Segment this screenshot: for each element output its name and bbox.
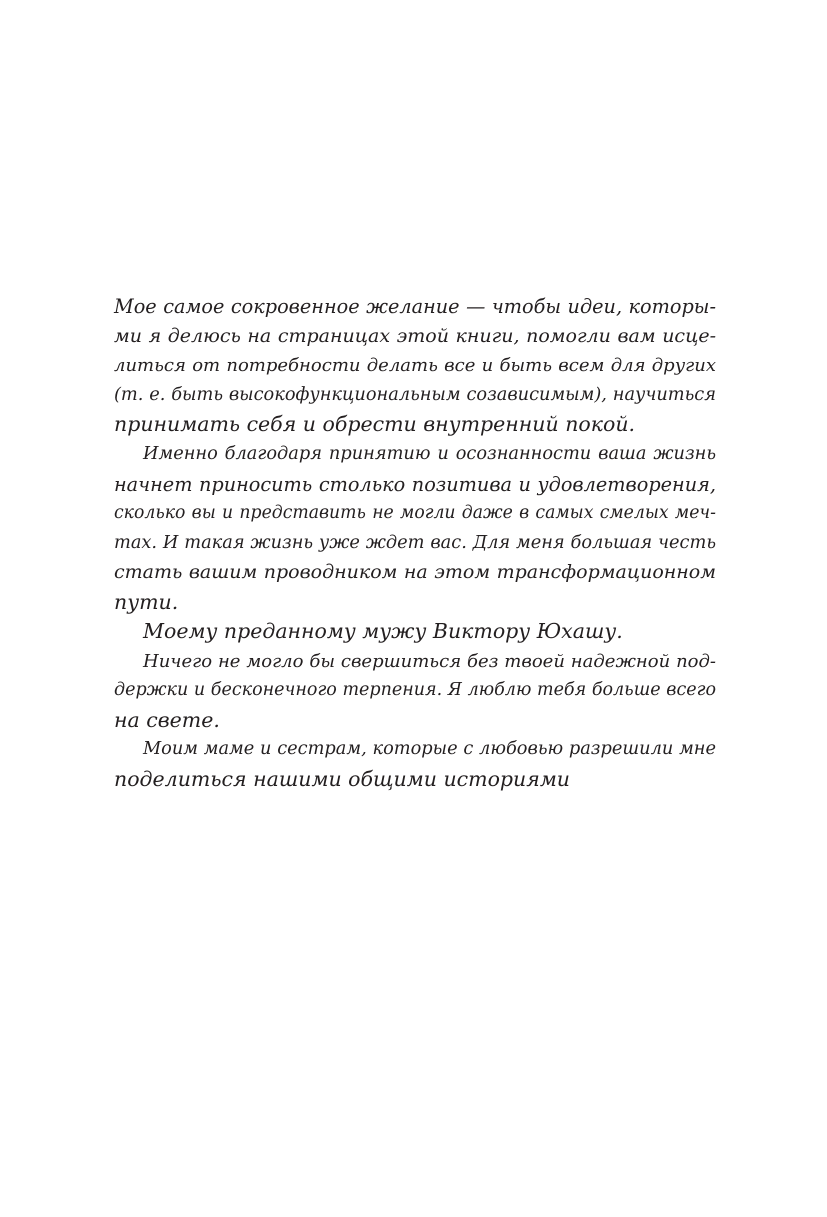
- text-line: (т. е. быть высокофункциональным созависимым), научиться: [114, 384, 716, 405]
- closing-section: [114, 292, 716, 618]
- acknowledgments-section: [114, 617, 716, 795]
- text-line: Именно благодаря принятию и осознанности ваша жизнь: [143, 443, 716, 464]
- text-line: сколько вы и представить не могли даже в самых смелых меч-: [114, 503, 716, 524]
- text-line: держки и бесконечного терпения. Я люблю тебя больше всего: [114, 680, 716, 701]
- text-line: начнет приносить столько позитива и удовлетворения,: [114, 472, 716, 496]
- text-line: Ничего не могло бы свершиться без твоей надежной под-: [143, 650, 716, 672]
- text-line: принимать себя и обрести внутренний покой.: [114, 412, 636, 437]
- text-line: пути.: [114, 589, 179, 614]
- text-line: Мое самое сокровенное желание — чтобы идеи, которы-: [114, 295, 716, 318]
- text-line: стать вашим проводником на этом трансформационном: [114, 561, 716, 584]
- text-line: на свете.: [114, 707, 220, 732]
- text-line: литься от потребности делать все и быть всем для других: [114, 355, 716, 377]
- text-line: Моим маме и сестрам, которые с любовью разрешили мне: [143, 739, 716, 760]
- dedication-heading: Моему преданному мужу Виктору Юхашу.: [143, 619, 623, 643]
- text-line: тах. И такая жизнь уже ждет вас. Для меня большая честь: [114, 532, 716, 553]
- text-line: поделиться нашими общими историями: [114, 766, 571, 791]
- text-line: ми я делюсь на страницах этой книги, помогли вам исце-: [114, 324, 716, 347]
